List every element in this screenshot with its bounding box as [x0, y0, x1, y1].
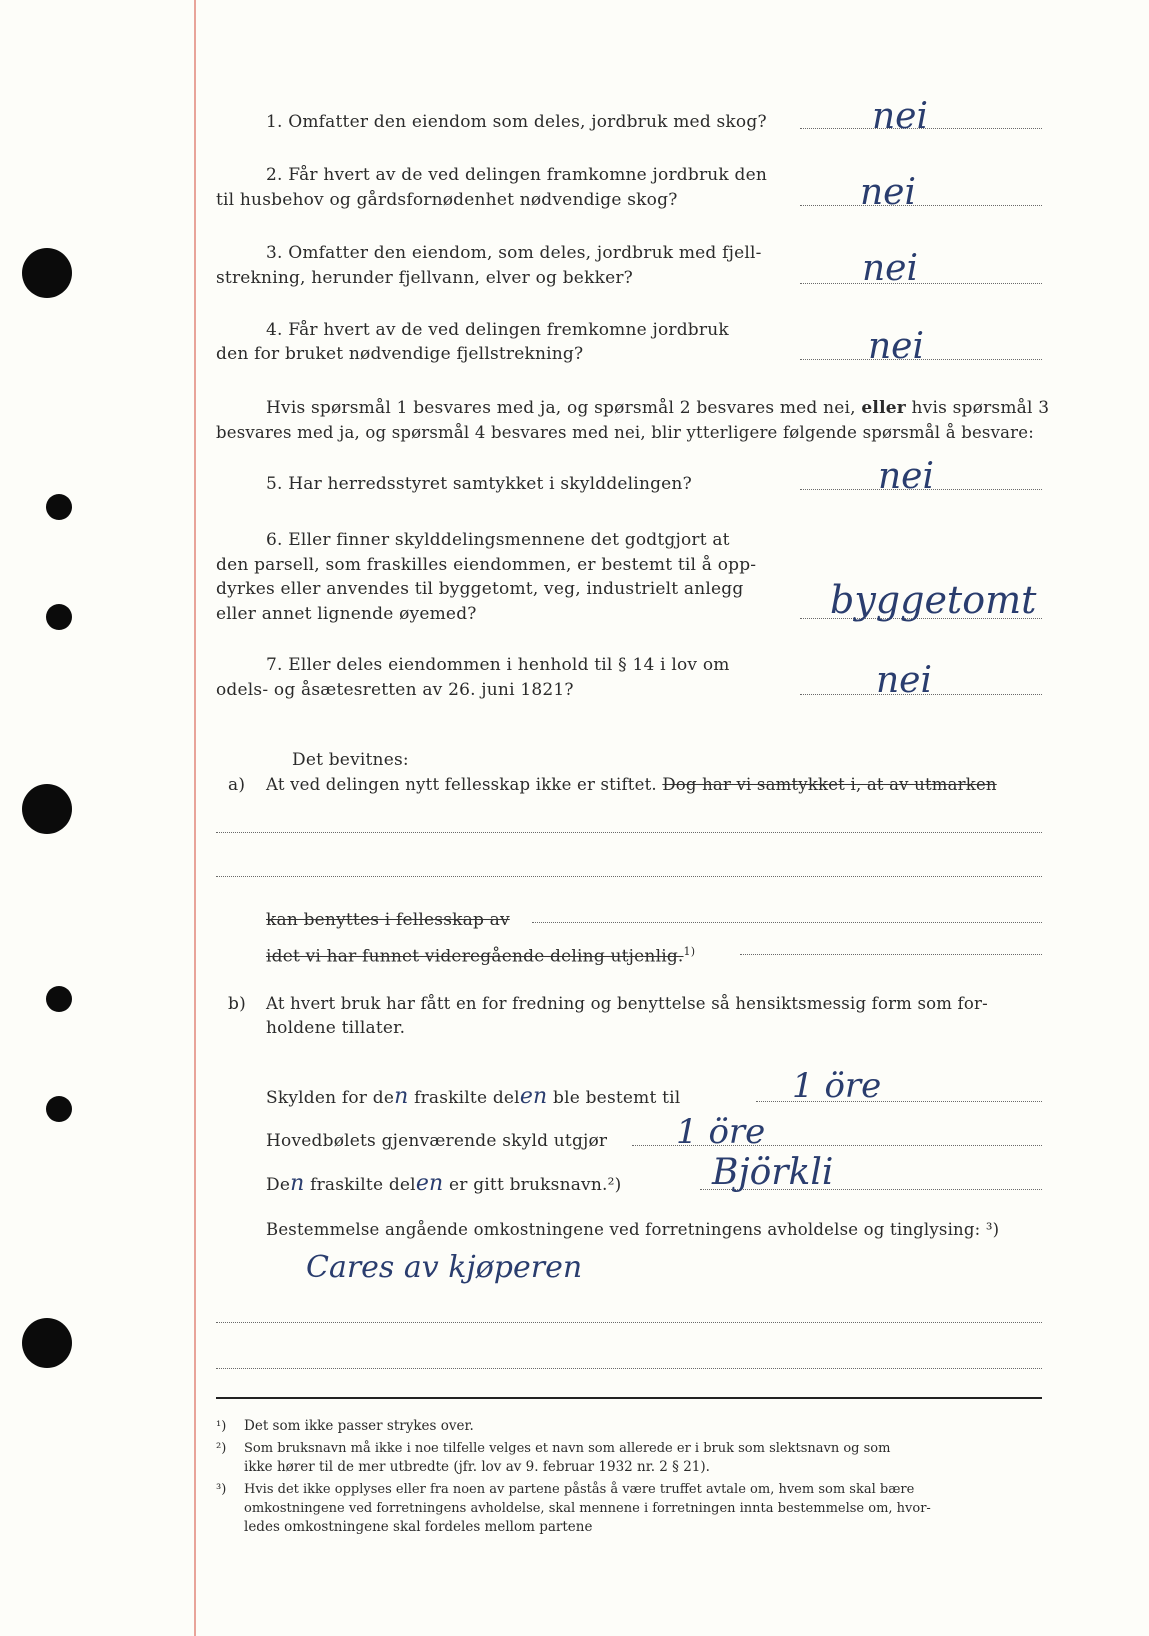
footnote-3-line-3: ledes omkostningene skal fordeles mellom partene	[244, 1519, 593, 1535]
punch-hole	[22, 1318, 72, 1368]
condition-line-2: besvares med ja, og spørsmål 4 besvares med nei, blir ytterligere følgende spørsmål å besvare:	[216, 423, 1034, 442]
certify-a-line-4-ref: 1)	[683, 945, 696, 958]
condition-line-1	[266, 396, 1049, 420]
skyld-line-1-a: Skylden for de	[266, 1088, 395, 1108]
punch-hole	[22, 784, 72, 834]
question-6-line-4: eller annet lignende øyemed?	[216, 604, 477, 624]
footnote-2-line-1: Som bruksnavn må ikke i noe tilfelle velges et navn som allerede er i bruk som slektsnavn og som	[244, 1441, 891, 1456]
skyld-line-2-value: 1 öre	[676, 1112, 766, 1152]
punch-hole	[46, 986, 72, 1012]
skyld-line-1-c: ble bestemt til	[553, 1088, 681, 1108]
condition-text-c: hvis spørsmål 3	[911, 398, 1050, 418]
question-3-line-2: strekning, herunder fjellvann, elver og bekker?	[216, 268, 633, 288]
certify-b-line-1: At hvert bruk har fått en for fredning og benyttelse så hensiktsmessig form som for-	[266, 994, 988, 1013]
footnote-2-mark: ²)	[216, 1441, 227, 1456]
footnote-2-line-2: ikke hører til de mer utbredte (jfr. lov av 9. februar 1932 nr. 2 § 21).	[244, 1459, 710, 1475]
answer-2: nei	[860, 172, 917, 213]
answer-4: nei	[868, 326, 925, 367]
skyld-line-3-b: fraskilte del	[310, 1175, 416, 1195]
skyld-line-4-value: Cares av kjøperen	[306, 1250, 583, 1285]
skyld-line-3-a: De	[266, 1175, 291, 1195]
question-6-line-3: dyrkes eller anvendes til byggetomt, veg, industrielt anlegg	[216, 579, 744, 599]
skyld-blank-2	[216, 1368, 1042, 1369]
answer-3: nei	[862, 248, 919, 289]
question-4-line-1: 4. Får hvert av de ved delingen fremkomne jordbruk	[266, 320, 729, 340]
certify-a-struck: Dog har vi samtykket i, at av utmarken	[662, 775, 997, 794]
punch-hole	[22, 248, 72, 298]
footnote-3-line-2: omkostningene ved forretningens avholdelse, skal mennene i forretningen innta bestemmelse om, hvor-	[244, 1501, 931, 1516]
footnote-1-line-1: Det som ikke passer strykes over.	[244, 1418, 474, 1434]
question-5: 5. Har herredsstyret samtykket i skylddelingen?	[266, 474, 692, 494]
certify-b-marker: b)	[228, 994, 246, 1014]
answer-7: nei	[876, 660, 933, 701]
certify-heading: Det bevitnes:	[292, 750, 409, 770]
skyld-blank-1	[216, 1322, 1042, 1323]
question-2-line-1: 2. Får hvert av de ved delingen framkomne jordbruk den	[266, 165, 768, 185]
skyld-line-1-hw1: n	[394, 1084, 409, 1109]
skyld-line-3-value: Björkli	[712, 1152, 834, 1193]
question-4-line-2: den for bruket nødvendige fjellstrekning?	[216, 344, 584, 364]
skyld-line-3-hw1: n	[290, 1171, 305, 1196]
answer-1: nei	[872, 96, 929, 137]
question-7-line-1: 7. Eller deles eiendommen i henhold til § 14 i lov om	[266, 655, 730, 675]
footnote-separator	[216, 1397, 1042, 1399]
certify-a-blank-3	[532, 922, 1042, 923]
question-1: 1. Omfatter den eiendom som deles, jordbruk med skog?	[266, 112, 767, 132]
punch-hole	[46, 604, 72, 630]
certify-a-line-1	[266, 773, 997, 797]
punch-hole	[46, 494, 72, 520]
certify-a-blank-4	[740, 954, 1042, 955]
question-6-line-1: 6. Eller finner skylddelingsmennene det godtgjort at	[266, 530, 730, 550]
answer-line-2	[800, 205, 1042, 206]
certify-a-line-4-text: idet vi har funnet videregående deling utjenlig.	[266, 946, 684, 967]
answer-line-3	[800, 283, 1042, 284]
certify-b-line-2: holdene tillater.	[266, 1018, 406, 1038]
skyld-line-3-hw2: en	[415, 1171, 444, 1196]
margin-line	[194, 0, 196, 1636]
certify-a-blank-1	[216, 832, 1042, 833]
condition-eller: eller	[861, 398, 906, 418]
skyld-line-1-hw2: en	[519, 1084, 548, 1109]
answer-6: byggetomt	[830, 578, 1037, 622]
question-6-line-2: den parsell, som fraskilles eiendommen, er bestemt til å opp-	[216, 555, 757, 575]
certify-a-marker: a)	[228, 775, 246, 795]
certify-a-line-4	[266, 940, 695, 969]
certify-a-text: At ved delingen nytt fellesskap ikke er stiftet.	[266, 775, 657, 794]
punch-hole	[46, 1096, 72, 1122]
condition-text-a: Hvis spørsmål 1 besvares med ja, og spørsmål 2 besvares med nei,	[266, 398, 856, 418]
question-2-line-2: til husbehov og gårdsfornødenhet nødvendige skog?	[216, 190, 678, 210]
skyld-line-3-c: er gitt bruksnavn.²)	[449, 1175, 622, 1195]
skyld-line-2-label: Hovedbølets gjenværende skyld utgjør	[266, 1131, 608, 1151]
skyld-line-1-b: fraskilte del	[414, 1088, 520, 1108]
footnote-3-line-1: Hvis det ikke opplyses eller fra noen av partene påstås å være truffet avtale om, hvem som skal bære	[244, 1482, 915, 1497]
certify-a-blank-2	[216, 876, 1042, 877]
certify-a-line-3: kan benyttes i fellesskap av	[266, 910, 510, 930]
skyld-line-1	[266, 1085, 680, 1110]
skyld-line-3	[266, 1172, 621, 1197]
question-3-line-1: 3. Omfatter den eiendom, som deles, jordbruk med fjell-	[266, 243, 762, 263]
footnote-3-mark: ³)	[216, 1482, 227, 1497]
skyld-line-4-label: Bestemmelse angående omkostningene ved forretningens avholdelse og tinglysing: ³)	[266, 1220, 1000, 1239]
skyld-line-1-value: 1 öre	[792, 1066, 882, 1106]
footnote-1-mark: ¹)	[216, 1419, 227, 1434]
answer-5: nei	[878, 456, 935, 497]
question-7-line-2: odels- og åsætesretten av 26. juni 1821?	[216, 680, 574, 700]
